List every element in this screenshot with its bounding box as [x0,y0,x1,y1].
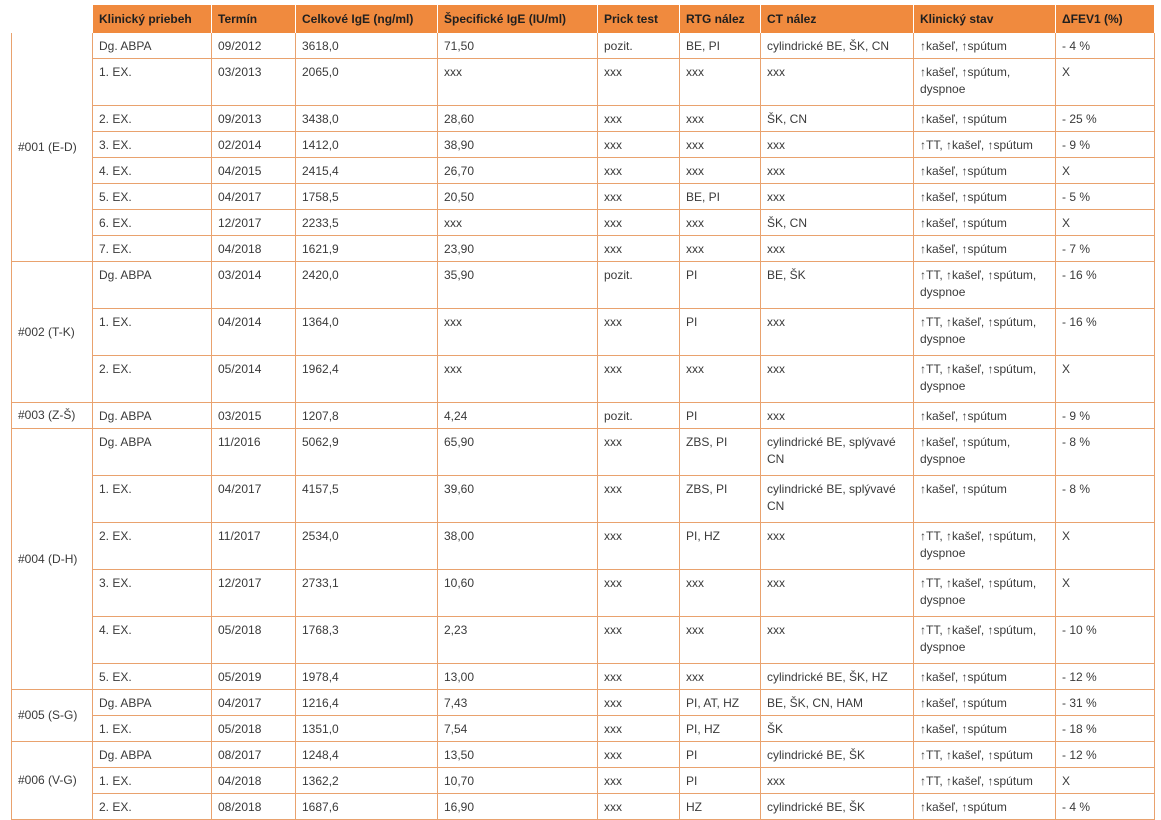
ct-cell: xxx [761,523,914,570]
specific-ige-cell: 2,23 [438,617,598,664]
prick-test-cell: xxx [598,523,680,570]
course-cell: Dg. ABPA [93,262,212,309]
table-row [12,716,1155,742]
date-cell: 03/2015 [212,403,296,429]
course-cell: 2. EX. [93,356,212,403]
total-ige-cell: 1768,3 [296,617,438,664]
prick-test-cell: xxx [598,476,680,523]
ct-cell: xxx [761,768,914,794]
rtg-cell: xxx [680,210,761,236]
table-row [12,309,1155,356]
specific-ige-cell: xxx [438,356,598,403]
prick-test-cell: xxx [598,210,680,236]
clinical-state-cell: ↑kašeľ, ↑spútum [914,33,1056,59]
rtg-cell: xxx [680,236,761,262]
specific-ige-cell: 23,90 [438,236,598,262]
total-ige-cell: 1758,5 [296,184,438,210]
fev1-cell: X [1056,570,1155,617]
fev1-cell: X [1056,356,1155,403]
prick-test-cell: xxx [598,794,680,820]
clinical-state-cell: ↑kašeľ, ↑spútum, dyspnoe [914,59,1056,106]
total-ige-cell: 2534,0 [296,523,438,570]
patient-id-cell: #005 (S-G) [12,690,93,742]
specific-ige-cell: xxx [438,59,598,106]
clinical-state-cell: ↑TT, ↑kašeľ, ↑spútum, dyspnoe [914,356,1056,403]
fev1-cell: - 10 % [1056,617,1155,664]
clinical-state-cell: ↑TT, ↑kašeľ, ↑spútum, dyspnoe [914,617,1056,664]
date-cell: 11/2016 [212,429,296,476]
table-row [12,210,1155,236]
ct-cell: ŠK, CN [761,106,914,132]
table-row [12,794,1155,820]
total-ige-cell: 5062,9 [296,429,438,476]
fev1-cell: - 16 % [1056,309,1155,356]
specific-ige-cell: xxx [438,309,598,356]
fev1-cell: - 25 % [1056,106,1155,132]
date-cell: 08/2017 [212,742,296,768]
fev1-cell: - 4 % [1056,794,1155,820]
specific-ige-cell: 20,50 [438,184,598,210]
ct-cell: xxx [761,570,914,617]
total-ige-cell: 1362,2 [296,768,438,794]
clinical-state-cell: ↑kašeľ, ↑spútum [914,690,1056,716]
table-row [12,690,1155,716]
fev1-cell: - 5 % [1056,184,1155,210]
ct-cell: cylindrické BE, ŠK, CN [761,33,914,59]
total-ige-cell: 1978,4 [296,664,438,690]
specific-ige-cell: 38,00 [438,523,598,570]
total-ige-cell: 1216,4 [296,690,438,716]
ct-cell: xxx [761,356,914,403]
clinical-state-cell: ↑kašeľ, ↑spútum [914,794,1056,820]
patient-id-cell: #006 (V-G) [12,742,93,820]
fev1-cell: - 8 % [1056,429,1155,476]
header-row [12,5,1155,33]
course-cell: Dg. ABPA [93,33,212,59]
clinical-state-cell: ↑TT, ↑kašeľ, ↑spútum, dyspnoe [914,262,1056,309]
prick-test-cell: xxx [598,158,680,184]
table-body [12,33,1155,820]
total-ige-cell: 1248,4 [296,742,438,768]
course-cell: Dg. ABPA [93,403,212,429]
prick-test-cell: xxx [598,132,680,158]
table-row [12,523,1155,570]
date-cell: 04/2014 [212,309,296,356]
ct-cell: cylindrické BE, ŠK [761,794,914,820]
clinical-state-cell: ↑kašeľ, ↑spútum [914,403,1056,429]
ct-cell: xxx [761,184,914,210]
specific-ige-cell: 65,90 [438,429,598,476]
date-cell: 05/2018 [212,617,296,664]
date-cell: 04/2018 [212,236,296,262]
header-cell-ct: CT nález [761,5,914,33]
course-cell: Dg. ABPA [93,690,212,716]
total-ige-cell: 2733,1 [296,570,438,617]
ct-cell: cylindrické BE, ŠK [761,742,914,768]
date-cell: 04/2017 [212,690,296,716]
header-cell-course: Klinický priebeh [93,5,212,33]
table-row [12,617,1155,664]
course-cell: 2. EX. [93,523,212,570]
prick-test-cell: xxx [598,106,680,132]
total-ige-cell: 2233,5 [296,210,438,236]
rtg-cell: BE, PI [680,33,761,59]
date-cell: 09/2012 [212,33,296,59]
clinical-state-cell: ↑kašeľ, ↑spútum [914,106,1056,132]
ct-cell: BE, ŠK, CN, HAM [761,690,914,716]
course-cell: 1. EX. [93,59,212,106]
date-cell: 04/2017 [212,476,296,523]
rtg-cell: xxx [680,59,761,106]
header-cell-specific-ige: Špecifické IgE (IU/ml) [438,5,598,33]
rtg-cell: PI [680,742,761,768]
ct-cell: BE, ŠK [761,262,914,309]
rtg-cell: PI, HZ [680,716,761,742]
clinical-state-cell: ↑TT, ↑kašeľ, ↑spútum, dyspnoe [914,523,1056,570]
table-row [12,742,1155,768]
rtg-cell: xxx [680,106,761,132]
table-row [12,132,1155,158]
course-cell: 7. EX. [93,236,212,262]
table-row [12,59,1155,106]
specific-ige-cell: 71,50 [438,33,598,59]
header-cell-total-ige: Celkové IgE (ng/ml) [296,5,438,33]
ct-cell: cylindrické BE, splývavé CN [761,429,914,476]
date-cell: 12/2017 [212,210,296,236]
prick-test-cell: pozit. [598,262,680,309]
date-cell: 09/2013 [212,106,296,132]
fev1-cell: X [1056,523,1155,570]
total-ige-cell: 1687,6 [296,794,438,820]
header-cell-prick-test: Prick test [598,5,680,33]
clinical-state-cell: ↑kašeľ, ↑spútum [914,158,1056,184]
specific-ige-cell: 4,24 [438,403,598,429]
ct-cell: xxx [761,158,914,184]
header-cell-fev1: ΔFEV1 (%) [1056,5,1155,33]
table-row [12,184,1155,210]
course-cell: 3. EX. [93,132,212,158]
rtg-cell: xxx [680,570,761,617]
table-row [12,476,1155,523]
table-container [11,5,1154,820]
table-row [12,106,1155,132]
prick-test-cell: xxx [598,617,680,664]
specific-ige-cell: 10,60 [438,570,598,617]
table-row [12,158,1155,184]
fev1-cell: - 4 % [1056,33,1155,59]
table-row [12,262,1155,309]
date-cell: 12/2017 [212,570,296,617]
patient-id-cell: #003 (Z-Š) [12,403,93,429]
prick-test-cell: xxx [598,768,680,794]
total-ige-cell: 3438,0 [296,106,438,132]
header-cell-date: Termín [212,5,296,33]
date-cell: 02/2014 [212,132,296,158]
course-cell: 1. EX. [93,716,212,742]
rtg-cell: PI [680,262,761,309]
ct-cell: ŠK [761,716,914,742]
clinical-state-cell: ↑kašeľ, ↑spútum, dyspnoe [914,429,1056,476]
prick-test-cell: xxx [598,309,680,356]
rtg-cell: xxx [680,617,761,664]
total-ige-cell: 3618,0 [296,33,438,59]
total-ige-cell: 1351,0 [296,716,438,742]
prick-test-cell: xxx [598,570,680,617]
header-cell-clinical-state: Klinický stav [914,5,1056,33]
specific-ige-cell: 7,43 [438,690,598,716]
specific-ige-cell: xxx [438,210,598,236]
specific-ige-cell: 7,54 [438,716,598,742]
total-ige-cell: 1621,9 [296,236,438,262]
table-row [12,236,1155,262]
clinical-state-cell: ↑kašeľ, ↑spútum [914,184,1056,210]
fev1-cell: - 9 % [1056,132,1155,158]
total-ige-cell: 2420,0 [296,262,438,309]
course-cell: 2. EX. [93,106,212,132]
clinical-state-cell: ↑TT, ↑kašeľ, ↑spútum [914,768,1056,794]
fev1-cell: - 16 % [1056,262,1155,309]
total-ige-cell: 1207,8 [296,403,438,429]
table-row [12,768,1155,794]
specific-ige-cell: 39,60 [438,476,598,523]
ct-cell: ŠK, CN [761,210,914,236]
fev1-cell: - 31 % [1056,690,1155,716]
course-cell: Dg. ABPA [93,429,212,476]
patient-id-cell: #004 (D-H) [12,429,93,690]
clinical-state-cell: ↑TT, ↑kašeľ, ↑spútum, dyspnoe [914,570,1056,617]
prick-test-cell: xxx [598,356,680,403]
table-row [12,403,1155,429]
rtg-cell: ZBS, PI [680,429,761,476]
clinical-state-cell: ↑kašeľ, ↑spútum [914,236,1056,262]
date-cell: 05/2014 [212,356,296,403]
prick-test-cell: xxx [598,716,680,742]
date-cell: 05/2018 [212,716,296,742]
fev1-cell: - 12 % [1056,742,1155,768]
fev1-cell: X [1056,59,1155,106]
table-row [12,570,1155,617]
course-cell: 1. EX. [93,476,212,523]
prick-test-cell: xxx [598,184,680,210]
fev1-cell: X [1056,768,1155,794]
prick-test-cell: xxx [598,429,680,476]
specific-ige-cell: 10,70 [438,768,598,794]
total-ige-cell: 1364,0 [296,309,438,356]
date-cell: 04/2015 [212,158,296,184]
specific-ige-cell: 38,90 [438,132,598,158]
prick-test-cell: pozit. [598,33,680,59]
specific-ige-cell: 16,90 [438,794,598,820]
clinical-state-cell: ↑kašeľ, ↑spútum [914,476,1056,523]
course-cell: 4. EX. [93,158,212,184]
header-cell-rtg: RTG nález [680,5,761,33]
specific-ige-cell: 26,70 [438,158,598,184]
rtg-cell: HZ [680,794,761,820]
rtg-cell: xxx [680,664,761,690]
total-ige-cell: 4157,5 [296,476,438,523]
table-row [12,33,1155,59]
date-cell: 03/2014 [212,262,296,309]
prick-test-cell: pozit. [598,403,680,429]
rtg-cell: BE, PI [680,184,761,210]
total-ige-cell: 2415,4 [296,158,438,184]
date-cell: 05/2019 [212,664,296,690]
course-cell: 1. EX. [93,309,212,356]
patient-id-cell: #002 (T-K) [12,262,93,403]
ct-cell: xxx [761,132,914,158]
fev1-cell: X [1056,210,1155,236]
ct-cell: xxx [761,236,914,262]
rtg-cell: PI, HZ [680,523,761,570]
fev1-cell: - 9 % [1056,403,1155,429]
prick-test-cell: xxx [598,742,680,768]
course-cell: 2. EX. [93,794,212,820]
course-cell: 3. EX. [93,570,212,617]
date-cell: 04/2018 [212,768,296,794]
prick-test-cell: xxx [598,236,680,262]
specific-ige-cell: 35,90 [438,262,598,309]
ct-cell: xxx [761,59,914,106]
rtg-cell: xxx [680,132,761,158]
date-cell: 03/2013 [212,59,296,106]
course-cell: 4. EX. [93,617,212,664]
fev1-cell: - 8 % [1056,476,1155,523]
rtg-cell: PI [680,768,761,794]
clinical-state-cell: ↑TT, ↑kašeľ, ↑spútum [914,742,1056,768]
prick-test-cell: xxx [598,59,680,106]
specific-ige-cell: 13,50 [438,742,598,768]
course-cell: Dg. ABPA [93,742,212,768]
clinical-state-cell: ↑kašeľ, ↑spútum [914,664,1056,690]
total-ige-cell: 2065,0 [296,59,438,106]
rtg-cell: PI [680,309,761,356]
rtg-cell: PI [680,403,761,429]
ct-cell: cylindrické BE, ŠK, HZ [761,664,914,690]
specific-ige-cell: 13,00 [438,664,598,690]
prick-test-cell: xxx [598,690,680,716]
clinical-state-cell: ↑kašeľ, ↑spútum [914,716,1056,742]
header-cell-patient [12,5,93,33]
table-row [12,356,1155,403]
rtg-cell: PI, AT, HZ [680,690,761,716]
date-cell: 11/2017 [212,523,296,570]
fev1-cell: X [1056,158,1155,184]
total-ige-cell: 1412,0 [296,132,438,158]
fev1-cell: - 12 % [1056,664,1155,690]
course-cell: 5. EX. [93,184,212,210]
table-row [12,429,1155,476]
ct-cell: xxx [761,617,914,664]
course-cell: 5. EX. [93,664,212,690]
clinical-state-cell: ↑kašeľ, ↑spútum [914,210,1056,236]
clinical-state-cell: ↑TT, ↑kašeľ, ↑spútum, dyspnoe [914,309,1056,356]
date-cell: 08/2018 [212,794,296,820]
rtg-cell: ZBS, PI [680,476,761,523]
clinical-state-cell: ↑TT, ↑kašeľ, ↑spútum [914,132,1056,158]
fev1-cell: - 18 % [1056,716,1155,742]
specific-ige-cell: 28,60 [438,106,598,132]
ct-cell: cylindrické BE, splývavé CN [761,476,914,523]
ct-cell: xxx [761,309,914,356]
total-ige-cell: 1962,4 [296,356,438,403]
course-cell: 6. EX. [93,210,212,236]
patient-id-cell: #001 (E-D) [12,33,93,262]
fev1-cell: - 7 % [1056,236,1155,262]
ct-cell: xxx [761,403,914,429]
rtg-cell: xxx [680,158,761,184]
table-row [12,664,1155,690]
clinical-course-table [11,5,1155,820]
course-cell: 1. EX. [93,768,212,794]
date-cell: 04/2017 [212,184,296,210]
rtg-cell: xxx [680,356,761,403]
prick-test-cell: xxx [598,664,680,690]
